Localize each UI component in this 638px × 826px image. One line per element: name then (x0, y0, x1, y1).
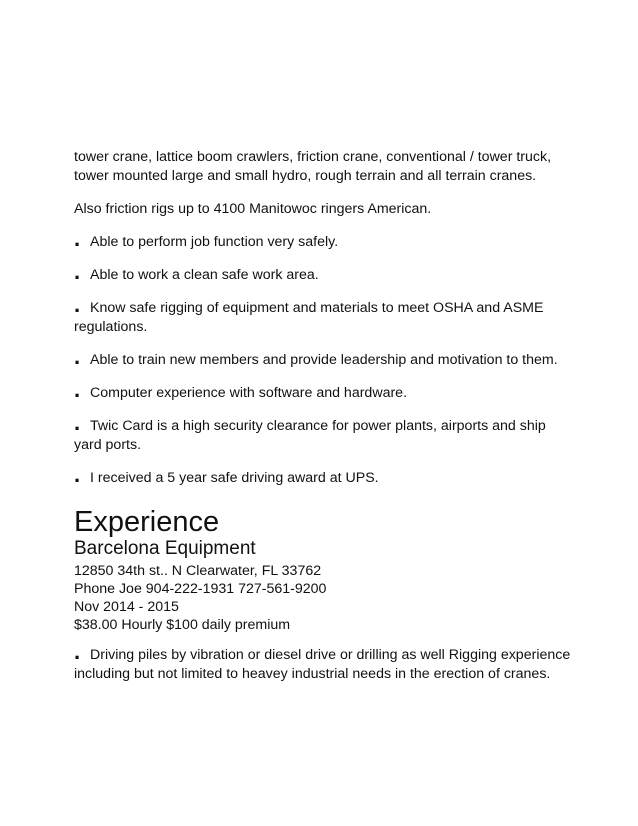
bullet-item (74, 377, 574, 403)
pay-rate: $38.00 Hourly $100 daily premium (74, 617, 291, 633)
skills-intro: tower crane, lattice boom crawlers, friction crane, conventional / tower truck, tower mounted large and small hydro, rough terrain and all terrain cranes. (74, 149, 552, 184)
bullet-marker: . (74, 292, 81, 317)
bullet-marker: . (74, 259, 81, 284)
resume-page (74, 148, 574, 698)
bullet-text: Able to train new members and provide leadership and motivation to them. (90, 352, 558, 368)
friction-rigs-text: Also friction rigs up to 4100 Manitowoc ringers American. (74, 201, 432, 217)
experience-duties-list (74, 639, 574, 684)
bullet-marker: . (74, 639, 81, 664)
employment-dates: Nov 2014 - 2015 (74, 599, 179, 615)
bullet-item (74, 344, 574, 370)
bullet-text: Twic Card is a high security clearance for power plants, airports and ship yard ports. (74, 418, 546, 453)
bullet-text: Able to perform job function very safely. (90, 234, 339, 250)
bullet-text: Computer experience with software and hardware. (90, 385, 408, 401)
skills-list (74, 226, 574, 488)
company-address: 12850 34th st.. N Clearwater, FL 33762 (74, 563, 322, 579)
bullet-item (74, 639, 574, 684)
bullet-marker: . (74, 344, 81, 369)
bullet-marker: . (74, 462, 81, 487)
company-name: Barcelona Equipment (74, 538, 256, 559)
bullet-text: Know safe rigging of equipment and materials to meet OSHA and ASME regulations. (74, 300, 544, 335)
bullet-marker: . (74, 377, 81, 402)
bullet-item (74, 462, 574, 488)
bullet-marker: . (74, 226, 81, 251)
bullet-text: Able to work a clean safe work area. (90, 267, 319, 283)
bullet-text: I received a 5 year safe driving award at UPS. (90, 470, 379, 486)
bullet-item (74, 226, 574, 252)
bullet-item (74, 259, 574, 285)
bullet-text: Driving piles by vibration or diesel drive or drilling as well Rigging experience including but not limited to heavey industrial needs in the erection of cranes. (74, 647, 571, 682)
company-phone: Phone Joe 904-222-1931 727-561-9200 (74, 581, 327, 597)
bullet-marker: . (74, 410, 81, 435)
bullet-item (74, 410, 574, 455)
bullet-item (74, 292, 574, 337)
section-title-experience: Experience (74, 506, 220, 538)
